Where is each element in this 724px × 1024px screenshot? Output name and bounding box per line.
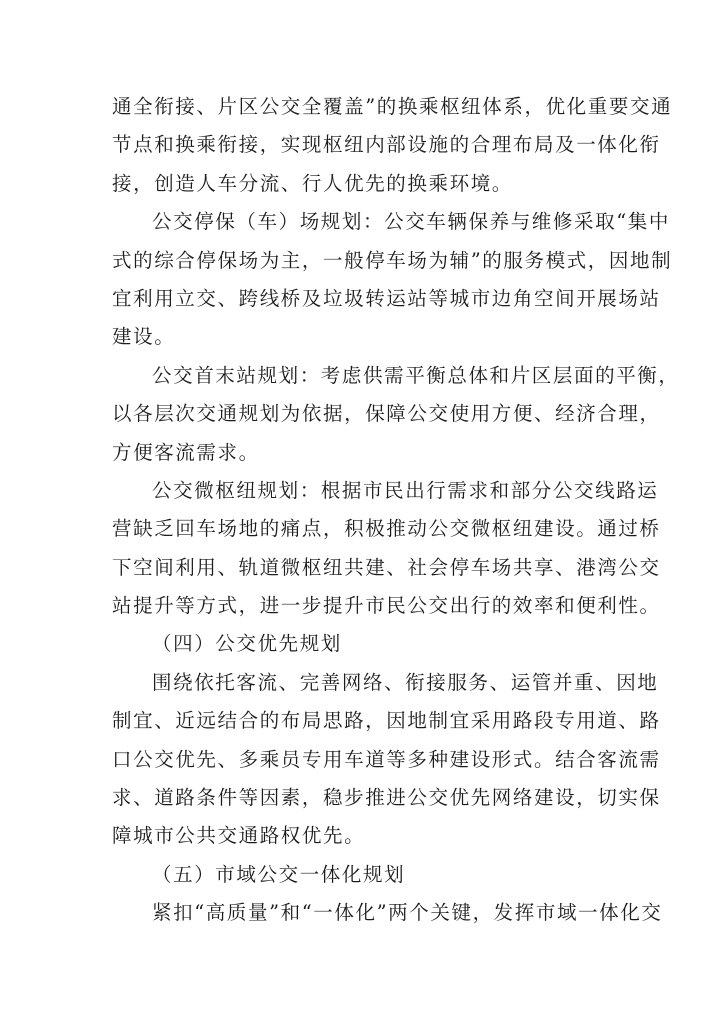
text-line: 下空间利用、轨道微枢纽共建、社会停车场共享、港湾公交 [112, 555, 661, 579]
text-line: 通全衔接、片区公交全覆盖”的换乘枢纽体系，优化重要交通 [112, 95, 673, 118]
text-line: 公交停保（车）场规划：公交车辆保养与维修采取“集中 [152, 210, 670, 234]
text-line: 接，创造人车分流、行人优先的换乘环境。 [112, 171, 513, 195]
section-heading: （四）公交优先规划 [152, 632, 342, 656]
text-line: 营缺乏回车场地的痛点，积极推动公交微枢纽建设。通过桥 [112, 517, 661, 541]
text-line: 方便客流需求。 [112, 440, 260, 464]
text-line: 围绕依托客流、完善网络、衔接服务、运管并重、因地 [152, 670, 659, 694]
text-line: 紧扣“高质量”和“一体化”两个关键，发挥市域一体化交 [152, 901, 663, 925]
text-line: 制宜、近远结合的布局思路，因地制宜采用路段专用道、路 [112, 709, 661, 733]
text-line: 口公交优先、多乘员专用车道等多种建设形式。结合客流需 [112, 747, 661, 771]
text-line: 公交首末站规划：考虑供需平衡总体和片区层面的平衡， [152, 363, 680, 387]
text-line: 式的综合停保场为主，一般停车场为辅”的服务模式，因地制 [112, 248, 673, 272]
text-line: 公交微枢纽规划：根据市民出行需求和部分公交线路运 [152, 478, 659, 502]
text-line: 节点和换乘衔接，实现枢纽内部设施的合理布局及一体化衔 [112, 133, 661, 157]
text-line: 以各层次交通规划为依据，保障公交使用方便、经济合理， [112, 402, 661, 426]
text-line: 障城市公共交通路权优先。 [112, 824, 366, 848]
text-line: 宜利用立交、跨线桥及垃圾转运站等城市边角空间开展场站 [112, 286, 661, 310]
body-text [112, 88, 680, 933]
section-heading: （五）市域公交一体化规划 [152, 862, 406, 886]
text-line: 建设。 [112, 325, 176, 349]
text-line: 站提升等方式，进一步提升市民公交出行的效率和便利性。 [112, 594, 661, 618]
text-line: 求、道路条件等因素，稳步推进公交优先网络建设，切实保 [112, 786, 661, 810]
